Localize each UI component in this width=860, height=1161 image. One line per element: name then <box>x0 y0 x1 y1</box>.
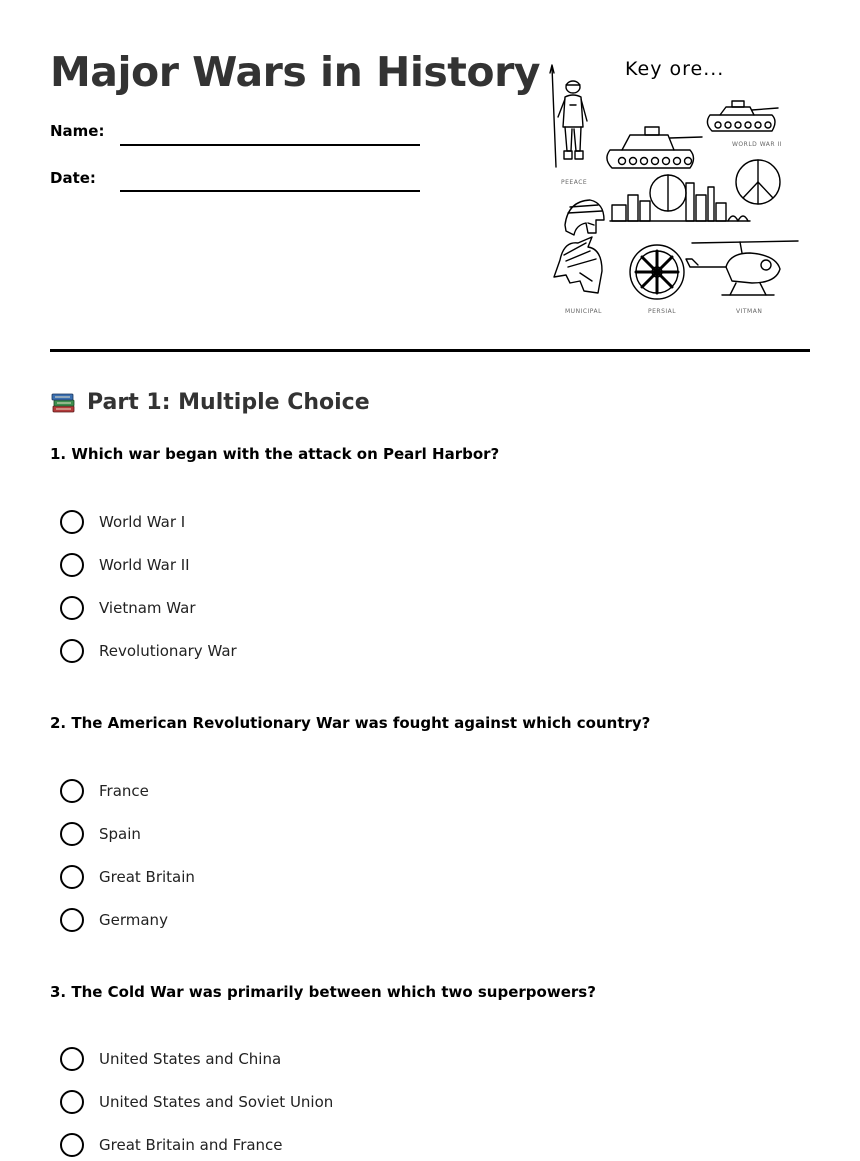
soldier-icon <box>550 65 587 167</box>
radio-button[interactable] <box>60 822 84 846</box>
q1-option-d[interactable] <box>60 639 237 663</box>
option-label: Spain <box>99 825 141 843</box>
key-illustration <box>540 55 810 320</box>
caption-world-war: WORLD WAR II <box>732 141 783 148</box>
radio-button[interactable] <box>60 779 84 803</box>
shield-icon <box>630 245 684 299</box>
caption-municipal: MUNICIPAL <box>565 308 602 315</box>
date-label: Date: <box>50 169 96 187</box>
radio-button[interactable] <box>60 1090 84 1114</box>
question-3: 3. The Cold War was primarily between which two superpowers? <box>50 983 596 1001</box>
tank-icon <box>707 101 778 131</box>
option-label: Great Britain and France <box>99 1136 283 1154</box>
q2-option-a[interactable] <box>60 779 149 803</box>
key-title: Key ore... <box>625 58 725 80</box>
city-skyline-icon <box>610 175 750 221</box>
option-label: Germany <box>99 911 168 929</box>
radio-button[interactable] <box>60 510 84 534</box>
q1-option-c[interactable] <box>60 596 196 620</box>
spartan-helmet-icon <box>554 237 602 293</box>
radio-button[interactable] <box>60 1047 84 1071</box>
option-label: France <box>99 782 149 800</box>
radio-button[interactable] <box>60 1133 84 1157</box>
radio-button[interactable] <box>60 596 84 620</box>
q2-option-c[interactable] <box>60 865 195 889</box>
war-clipart-icon <box>540 55 810 320</box>
section-title-text: Part 1: Multiple Choice <box>87 390 370 415</box>
books-icon <box>50 389 77 416</box>
q2-option-b[interactable] <box>60 822 141 846</box>
option-label: Revolutionary War <box>99 642 237 660</box>
q1-option-a[interactable] <box>60 510 185 534</box>
option-label: Great Britain <box>99 868 195 886</box>
tank-icon-2 <box>607 127 702 168</box>
header-divider <box>50 349 810 352</box>
radio-button[interactable] <box>60 908 84 932</box>
q2-option-d[interactable] <box>60 908 168 932</box>
radio-button[interactable] <box>60 553 84 577</box>
q1-option-b[interactable] <box>60 553 190 577</box>
helmet-icon <box>565 200 604 235</box>
caption-peace: PEEACE <box>561 179 588 186</box>
option-label: United States and China <box>99 1050 282 1068</box>
caption-vitman: VITMAN <box>736 308 763 315</box>
q3-option-c[interactable] <box>60 1133 283 1157</box>
helicopter-icon <box>686 241 798 295</box>
question-1: 1. Which war began with the attack on Pearl Harbor? <box>50 445 500 463</box>
peace-symbol-icon <box>736 160 780 204</box>
radio-button[interactable] <box>60 639 84 663</box>
q3-option-b[interactable] <box>60 1090 333 1114</box>
option-label: United States and Soviet Union <box>99 1093 334 1111</box>
section-title <box>50 389 370 416</box>
q3-option-a[interactable] <box>60 1047 281 1071</box>
date-field-line[interactable] <box>120 190 420 192</box>
name-field-line[interactable] <box>120 144 420 146</box>
question-2: 2. The American Revolutionary War was fought against which country? <box>50 714 651 732</box>
caption-persial: PERSIAL <box>648 308 677 315</box>
radio-button[interactable] <box>60 865 84 889</box>
name-label: Name: <box>50 122 105 140</box>
worksheet-title: Major Wars in History <box>50 48 541 96</box>
option-label: World War I <box>99 513 186 531</box>
option-label: Vietnam War <box>99 599 196 617</box>
option-label: World War II <box>99 556 190 574</box>
